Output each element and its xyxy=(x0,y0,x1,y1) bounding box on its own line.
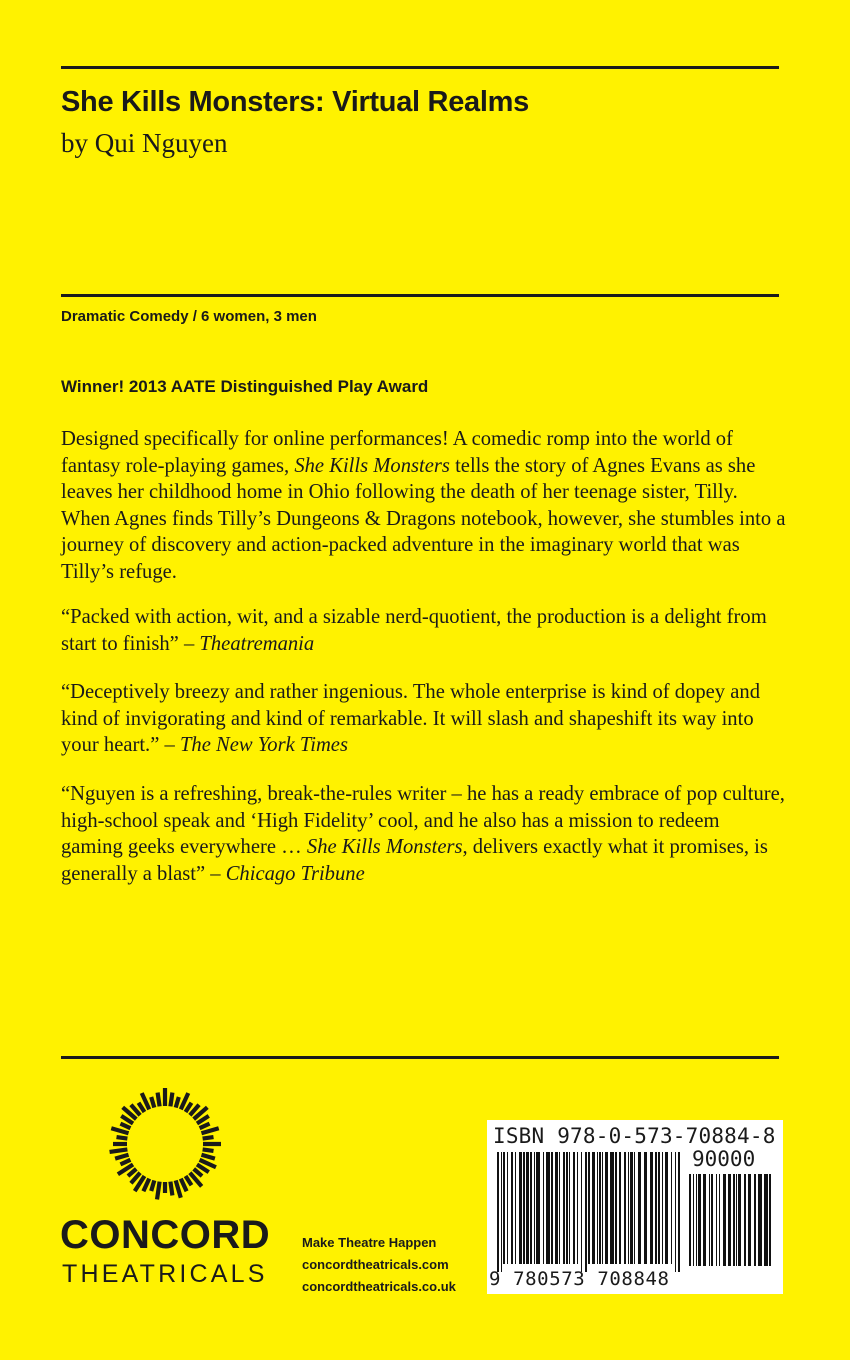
barcode-bar xyxy=(678,1152,680,1272)
barcode-bar xyxy=(563,1152,565,1264)
publisher-logo xyxy=(60,1084,280,1294)
sunburst-ray xyxy=(157,1182,160,1200)
barcode-bar xyxy=(744,1174,746,1266)
barcode-bar xyxy=(764,1174,768,1266)
sunburst-ray xyxy=(181,1179,187,1192)
barcode-bar xyxy=(555,1152,558,1264)
review-quote xyxy=(61,604,786,657)
barcode-bar xyxy=(650,1152,653,1264)
barcode-bar xyxy=(592,1152,595,1264)
barcode-bar xyxy=(733,1174,735,1266)
barcode-bar xyxy=(530,1152,532,1264)
barcode-bar xyxy=(658,1152,660,1264)
barcode-bar xyxy=(728,1174,731,1266)
barcode-bar xyxy=(573,1152,575,1264)
barcode-bar xyxy=(758,1174,762,1266)
review-quote xyxy=(61,679,786,759)
quote-text-cont: , delivers exactly what it promises, is generally a blast” – xyxy=(61,836,768,885)
publisher-subname: THEATRICALS xyxy=(62,1260,268,1288)
barcode-bar xyxy=(693,1174,694,1266)
quote-source: Theatremania xyxy=(199,632,315,655)
barcode-bar xyxy=(696,1174,697,1266)
sunburst-ray xyxy=(111,1128,128,1133)
barcode-bar xyxy=(615,1152,617,1264)
barcode-bar xyxy=(497,1152,499,1272)
barcode-bar xyxy=(738,1174,741,1266)
barcode-bar xyxy=(711,1174,713,1266)
barcode-bar xyxy=(566,1152,568,1264)
sunburst-ray xyxy=(176,1097,179,1108)
price-code: 90000 xyxy=(692,1147,756,1171)
barcode-bar xyxy=(526,1152,529,1264)
isbn-barcode xyxy=(487,1120,783,1294)
ean-barcode-bars xyxy=(495,1152,685,1272)
ean-digits: 9 780573 708848 xyxy=(489,1268,670,1290)
middle-divider xyxy=(61,294,779,297)
barcode-bar xyxy=(559,1152,560,1264)
barcode-bar xyxy=(546,1152,550,1264)
barcode-bar xyxy=(675,1152,676,1272)
sunburst-ray xyxy=(203,1149,214,1151)
genre-cast: Dramatic Comedy / 6 women, 3 men xyxy=(61,308,317,325)
publisher-name: CONCORD xyxy=(60,1213,271,1257)
barcode-bar xyxy=(523,1152,525,1264)
barcode-bar xyxy=(655,1152,657,1264)
sunburst-ray xyxy=(120,1160,130,1165)
barcode-bar xyxy=(605,1152,608,1264)
sunburst-ray xyxy=(201,1128,218,1133)
book-author: by Qui Nguyen xyxy=(61,128,228,158)
barcode-bar xyxy=(585,1152,587,1272)
top-divider xyxy=(61,66,779,69)
barcode-bar xyxy=(569,1152,570,1264)
barcode-bar xyxy=(624,1152,626,1264)
barcode-bar xyxy=(630,1152,633,1264)
quote-source: Chicago Tribune xyxy=(225,862,365,885)
bottom-divider xyxy=(61,1056,779,1059)
barcode-bar xyxy=(610,1152,614,1264)
publisher-info xyxy=(302,1232,456,1298)
barcode-bar xyxy=(671,1152,672,1264)
barcode-bar xyxy=(588,1152,590,1264)
description-title: She Kills Monsters xyxy=(294,454,450,477)
barcode-bar xyxy=(501,1152,502,1272)
sunburst-ray xyxy=(151,1180,154,1191)
barcode-bar xyxy=(698,1174,701,1266)
description-text-cont: tells the story of Agnes Evans as she leaves her childhood home in Ohio following the death of her teenage sister, Tilly. When Agnes finds Tilly’s Dungeons & Dragons notebook, however, she stumbles into a journey of discovery and action-packed adventure in the imaginary world that was Tilly’s refuge. xyxy=(61,454,786,583)
sunburst-ray xyxy=(194,1169,202,1176)
sunburst-ray xyxy=(115,1155,128,1159)
barcode-bar xyxy=(511,1152,513,1264)
barcode-bar xyxy=(769,1174,771,1266)
quote-text: “Nguyen is a refreshing, break-the-rules writer – he has a ready embrace of pop culture, high-school speak and ‘High Fidelity’ cool, and he also has a mission to redeem gaming geeks everywhere … xyxy=(61,783,785,858)
barcode-bar xyxy=(519,1152,522,1264)
description-text: Designed specifically for online performances! A comedic romp into the world of fantasy role-playing games, xyxy=(61,428,733,477)
isbn-number: ISBN 978-0-573-70884-8 xyxy=(493,1124,776,1148)
barcode-bar xyxy=(716,1174,717,1266)
barcode-bar xyxy=(503,1152,505,1264)
barcode-bar xyxy=(577,1152,578,1264)
sunburst-ray xyxy=(120,1124,130,1129)
barcode-bar xyxy=(599,1152,601,1264)
sunburst-ray xyxy=(151,1097,154,1108)
barcode-bar xyxy=(719,1174,720,1266)
sunburst-ray xyxy=(170,1182,172,1196)
barcode-bar xyxy=(689,1174,691,1266)
sunburst-ray xyxy=(110,1149,128,1152)
barcode-bar xyxy=(551,1152,553,1264)
sunburst-ray xyxy=(176,1180,181,1197)
sunburst-ray xyxy=(200,1124,210,1129)
barcode-bar xyxy=(581,1152,582,1272)
sunburst-ray xyxy=(158,1093,160,1107)
award-line: Winner! 2013 AATE Distinguished Play Award xyxy=(61,377,429,396)
addon-barcode-bars xyxy=(687,1174,773,1274)
barcode-bar xyxy=(644,1152,647,1264)
barcode-bar xyxy=(628,1152,629,1264)
barcode-bar xyxy=(543,1152,544,1264)
sunburst-ray xyxy=(170,1093,172,1107)
barcode-bar xyxy=(754,1174,756,1266)
description xyxy=(61,426,786,585)
barcode-bar xyxy=(662,1152,663,1264)
barcode-bar xyxy=(634,1152,635,1264)
barcode-bar xyxy=(536,1152,540,1264)
book-title: She Kills Monsters: Virtual Realms xyxy=(61,86,529,118)
sunburst-ray xyxy=(143,1179,149,1192)
barcode-bar xyxy=(507,1152,508,1264)
barcode-bar xyxy=(748,1174,751,1266)
barcode-bar xyxy=(597,1152,598,1264)
quote-text: “Packed with action, wit, and a sizable nerd-quotient, the production is a delight from start to finish” – xyxy=(61,606,767,655)
barcode-bar xyxy=(619,1152,621,1264)
sunburst-ray xyxy=(128,1169,136,1176)
sunburst-ray xyxy=(116,1137,127,1139)
publisher-website-uk[interactable]: concordtheatricals.co.uk xyxy=(302,1279,456,1294)
publisher-website-us[interactable]: concordtheatricals.com xyxy=(302,1257,449,1272)
sunburst-ray xyxy=(186,1103,192,1112)
barcode-bar xyxy=(665,1152,668,1264)
barcode-bar xyxy=(709,1174,710,1266)
barcode-bar xyxy=(703,1174,706,1266)
publisher-tagline: Make Theatre Happen xyxy=(302,1235,437,1250)
barcode-bar xyxy=(515,1152,516,1264)
sunburst-ray xyxy=(139,1103,145,1112)
quote-text: “Deceptively breezy and rather ingenious. The whole enterprise is kind of dopey and kind of invigorating and kind of remarkable. It will slash and shapeshift its way into your heart.” – xyxy=(61,681,760,756)
barcode-bar xyxy=(723,1174,726,1266)
sunburst-ring-icon xyxy=(105,1084,225,1204)
quote-title: She Kills Monsters xyxy=(306,836,463,858)
sunburst-ray xyxy=(203,1137,214,1139)
review-quote xyxy=(61,781,786,887)
quote-source: The New York Times xyxy=(179,734,348,756)
barcode-bar xyxy=(534,1152,535,1264)
barcode-bar xyxy=(638,1152,641,1264)
sunburst-ray xyxy=(186,1176,192,1185)
barcode-bar xyxy=(602,1152,603,1264)
sunburst-ray xyxy=(201,1155,214,1159)
barcode-bar xyxy=(736,1174,737,1266)
